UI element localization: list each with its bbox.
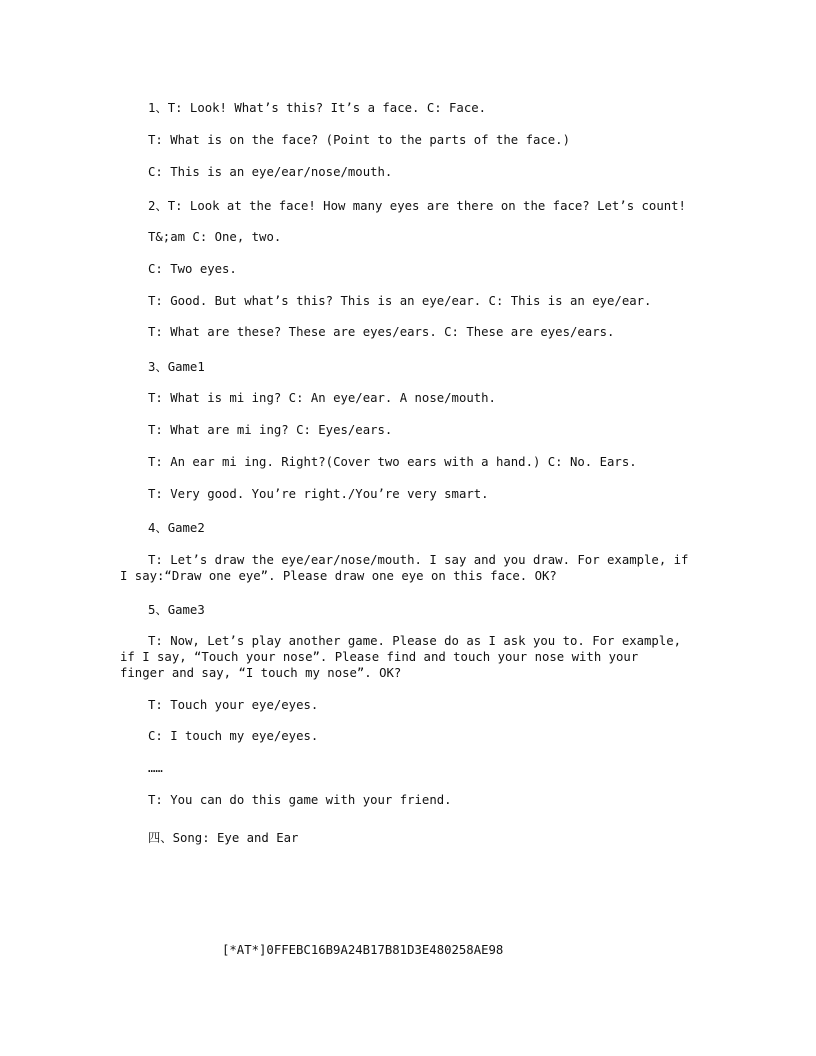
paragraph-16: 5、Game3 <box>148 603 205 617</box>
paragraph-21: T: You can do this game with your friend. <box>148 793 452 807</box>
paragraph-20: …… <box>148 761 163 775</box>
paragraph-2: T: What is on the face? (Point to the parts of the face.) <box>148 133 570 147</box>
paragraph-3: C: This is an eye/ear/nose/mouth. <box>148 165 393 179</box>
paragraph-5: T&;am C: One, two. <box>148 230 282 244</box>
paragraph-4: 2、T: Look at the face! How many eyes are there on the face? Let’s count! <box>148 199 686 213</box>
paragraph-10: T: What is mi ing? C: An eye/ear. A nose/mouth. <box>148 391 496 405</box>
paragraph-9: 3、Game1 <box>148 360 205 374</box>
paragraph-22: 四、Song: Eye and Ear <box>148 831 299 845</box>
paragraph-7: T: Good. But what’s this? This is an eye/ear. C: This is an eye/ear. <box>148 294 652 308</box>
paragraph-1: 1、T: Look! What’s this? It’s a face. C: Face. <box>148 101 487 115</box>
document-body <box>120 100 690 846</box>
paragraph-12: T: An ear mi ing. Right?(Cover two ears with a hand.) C: No. Ears. <box>148 455 637 469</box>
paragraph-6: C: Two eyes. <box>148 262 237 276</box>
paragraph-15: T: Let’s draw the eye/ear/nose/mouth. I say and you draw. For example, if I say:“Draw one eye”. Please draw one eye on this face. OK? <box>120 553 689 583</box>
paragraph-19: C: I touch my eye/eyes. <box>148 729 319 743</box>
paragraph-11: T: What are mi ing? C: Eyes/ears. <box>148 423 393 437</box>
paragraph-14: 4、Game2 <box>148 521 205 535</box>
paragraph-13: T: Very good. You’re right./You’re very smart. <box>148 487 489 501</box>
paragraph-8: T: What are these? These are eyes/ears. C: These are eyes/ears. <box>148 325 615 339</box>
paragraph-17: T: Now, Let’s play another game. Please do as I ask you to. For example, if I say, “Touch your nose”. Please find and touch your nose with your finger and say, “I touch my nose”. OK? <box>120 634 682 680</box>
paragraph-18: T: Touch your eye/eyes. <box>148 698 319 712</box>
document-footer-code: [*AT*]0FFEBC16B9A24B17B81D3E480258AE98 <box>222 943 504 957</box>
